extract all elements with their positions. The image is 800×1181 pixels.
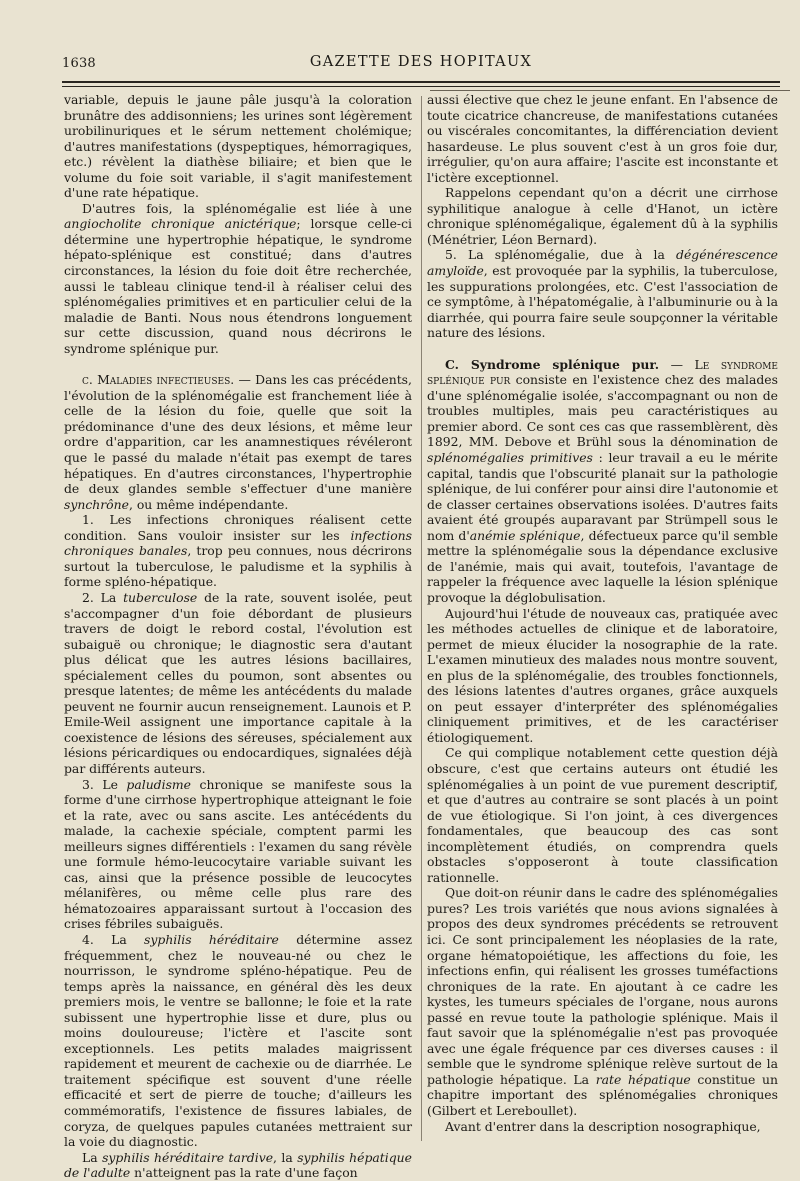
paragraph: La syphilis héréditaire tardive, la syphilis hépatique de l'adulte n'atteignent pas la rate d'une façon xyxy=(64,1149,412,1181)
paragraph: aussi élective que chez le jeune enfant. En l'absence de toute cicatrice chancreuse, de manifestations cutanées ou viscérales concomitantes, la différenciation devient hasardeuse. Le plus souvent c'est à un gros foie dur, irrégulier, qu'on aura affaire; l'ascite est inconstante et l'ictère exceptionnel. xyxy=(427,92,778,185)
page-header xyxy=(62,52,780,78)
paragraph: Rappelons cependant qu'on a décrit une cirrhose syphilitique analogue à celle d'Hanot, un ictère chronique splénomégalique, également dû à la syphilis (Ménétrier, Léon Bernard). xyxy=(427,185,778,247)
paragraph: Ce qui complique notablement cette question déjà obscure, c'est que certains auteurs ont étudié les splénomégalies à un point de vue purement descriptif, et que d'autres au contraire se sont placés à un point de vue étiologique. Si l'on joint, à ces divergences fondamentales, que beaucoup des cas sont incomplètement étudiés, on comprendra quels obstacles s'opposeront à toute classification rationnelle. xyxy=(427,745,778,885)
paragraph: D'autres fois, la splénomégalie est liée à une angiocholite chronique anictérique; lorsque celle-ci détermine une hypertrophie hépatique, le syndrome hépato-splénique est constitué; dans d'autres circonstances, la lésion du foie doit être recherchée, aussi le tableau clinique tend-il à réaliser celui des splénomégalies primitives et en particulier celui de la maladie de Banti. Nous nous étendrons longuement sur cette discussion, quand nous décrirons le syndrome splénique pur. xyxy=(64,200,413,356)
page-number: 1638 xyxy=(62,56,96,71)
column-divider xyxy=(421,96,422,1141)
right-column-top-rule xyxy=(430,90,790,91)
journal-title: GAZETTE DES HOPITAUX xyxy=(309,54,533,70)
paragraph: variable, depuis le jaune pâle jusqu'à la coloration brunâtre des addisonniens; les urines sont légèrement urobilinuriques et le sérum nettement cholémique; d'autres manifestations (dyspeptiques, hémorragiques, etc.) révèlent la diathèse biliaire; et bien que le volume du foie soit variable, il s'agit manifestement d'une rate hépatique. xyxy=(64,92,412,201)
paragraph: 5. La splénomégalie, due à la dégénérescence amyloïde, est provoquée par la syphilis, la tuberculose, les suppurations prolongées, etc. C'est l'association de ce symptôme, à l'hépatomégalie, à l'albuminurie ou à la diarrhée, qui pourra faire seule soupçonner la véritable nature des lésions. xyxy=(427,247,778,341)
paragraph: Que doit-on réunir dans le cadre des splénomégalies pures? Les trois variétés que nous avions signalées à propos des deux syndromes précédents se retrouvent ici. Ce sont principalement les néoplasies de la rate, organe hématopoiétique, les affections du foie, les infections enfin, qui réalisent les grosses tuméfactions chroniques de la rate. En ajoutant à ce cadre les kystes, les tumeurs spéciales de l'organe, nous aurons passé en revue toute la pathologie splénique. Mais il faut savoir que la splénomégalie n'est pas provoquée avec une égale fréquence par ces diverses causes : il semble que le syndrome splénique relève surtout de la pathologie hépatique. La rate hépatique constitue un chapitre important des splénomégalies chroniques (Gilbert et Lereboullet). xyxy=(427,885,778,1118)
left-column xyxy=(64,92,413,1181)
right-column xyxy=(427,92,778,1152)
section-heading: C. Syndrome splénique pur. xyxy=(445,356,660,372)
section-maladies-infectieuses: c. Maladies infectieuses. — Dans les cas précédents, l'évolution de la splénomégalie est franchement liée à celle de la lésion du foie, quelle que soit la prédominance d'une des deux lésions, et même leur ordre d'apparition, car les anamnestiques révéleront que le passé du malade n'était pas exempt de tares hépatiques. En d'autres circonstances, l'hypertrophie de deux glandes semble s'effectuer d'une manière synchrône, ou même indépendante. xyxy=(64,372,412,512)
paragraph: Aujourd'hui l'étude de nouveaux cas, pratiquée avec les méthodes actuelles de clinique et de laboratoire, permet de mieux élucider la nosographie de la rate. L'examen minutieux des malades nous montre souvent, en plus de la splénomégalie, des troubles fonctionnels, des lésions latentes d'autres organes, grâce auxquels on peut essayer d'interpréter des splénomégalies cliniquement primitives, et de les caractériser étiologiquement. xyxy=(427,605,778,745)
section-syndrome-splenique-pur: C. Syndrome splénique pur. — Le syndrome splénique pur consiste en l'existence chez des malades d'une splénomégalie isolée, s'accompagnant ou non de troubles multiples, mais peu caractéristiques au premier abord. Ce sont ces cas que rassemblèrent, dès 1892, MM. Debove et Brühl sous la dénomination de splénomégalies primitives : leur travail a eu le mérite capital, tandis que l'obscurité planait sur la pathologie splénique, de lui conférer pour ainsi dire l'autonomie et de classer certaines observations isolées. D'autres faits avaient été groupés auparavant par Strümpell sous le nom d'anémie splénique, défectueux parce qu'il semble mettre la splénomégalie sous la dépendance exclusive de l'anémie, mais qui avait, toutefois, l'avantage de rappeler la fréquence avec laquelle la lésion splénique provoque la déglobulisation. xyxy=(427,356,778,605)
paragraph: 1. Les infections chroniques réalisent cette condition. Sans vouloir insister sur les infections chroniques banales, trop peu connues, nous décrirons surtout la tuberculose, le paludisme et la syphilis à forme spléno-hépatique. xyxy=(64,512,412,590)
paragraph: Avant d'entrer dans la description nosographique, xyxy=(445,1118,761,1134)
paragraph: 3. Le paludisme chronique se manifeste sous la forme d'une cirrhose hypertrophique atteignant le foie et la rate, avec ou sans ascite. Les antécédents du malade, la cachexie spéciale, comptent parmi les meilleurs signes différentiels : l'examen du sang révèle une formule hémo-leucocytaire variable suivant les cas, ainsi que la présence possible de leucocytes mélanifères, ou même celle plus rare des hématozoaires apparaissant surtout à l'occasion des crises fébriles subaiguës. xyxy=(64,776,412,932)
paragraph: 2. La tuberculose de la rate, souvent isolée, peut s'accompagner d'un foie débordant de plusieurs travers de doigt le rebord costal, l'évolution est subaiguë ou chronique; le diagnostic sera d'autant plus délicat que les autres lésions bacillaires, spécialement celles du poumon, sont absentes ou presque latentes; de même les antécédents du malade peuvent ne fournir aucun renseignement. Launois et P. Emile-Weil assignent une importance capitale à la coexistence de lésions des séreuses, spécialement aux lésions péricardiques ou endocardiques, signalées déjà par différents auteurs. xyxy=(64,589,412,776)
header-rule-thin xyxy=(62,86,780,87)
section-heading: c. Maladies infectieuses. xyxy=(82,372,235,388)
header-rule-thick xyxy=(62,81,780,83)
paragraph: 4. La syphilis héréditaire détermine assez fréquemment, chez le nouveau-né ou chez le nourrisson, le syndrome spléno-hépatique. Peu de temps après la naissance, en général dès les deux premiers mois, le ventre se ballonne; le foie et la rate subissent une hypertrophie lisse et dure, plus ou moins douloureuse; l'ictère et l'ascite sont exceptionnels. Les petits malades maigrissent rapidement et meurent de cachexie ou de diarrhée. Le traitement spécifique est souvent d'une réelle efficacité et sert de pierre de touche; d'ailleurs les commémoratifs, l'existence de fissures labiales, de coryza, de quelques papules cutanées mettraient sur la voie du diagnostic. xyxy=(64,931,412,1150)
